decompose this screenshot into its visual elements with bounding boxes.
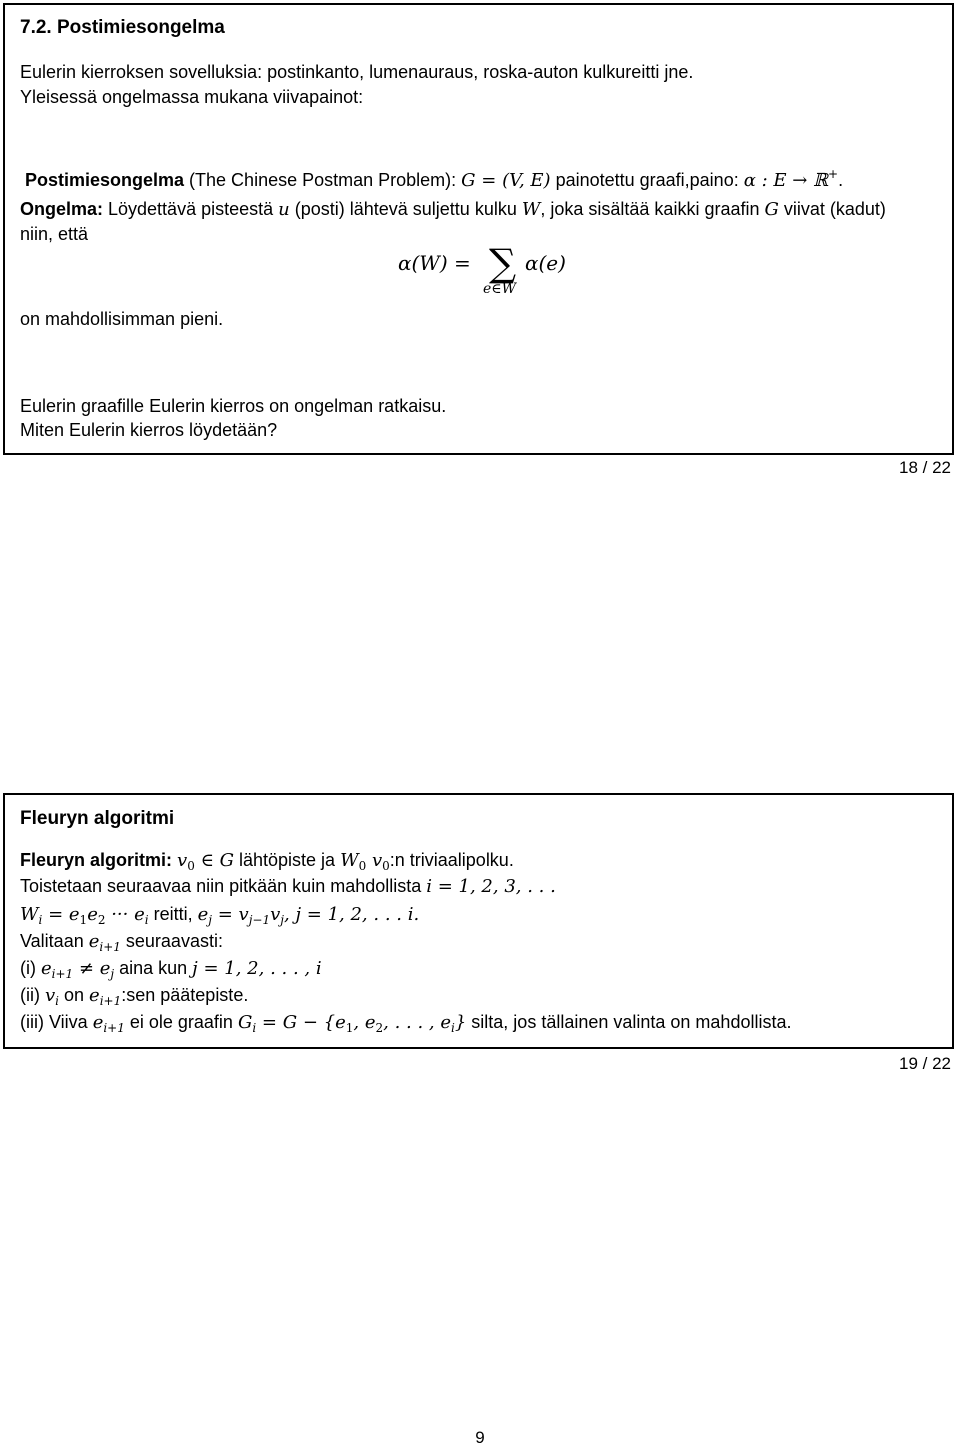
subscript: j bbox=[110, 967, 115, 981]
subscript: 2 bbox=[97, 913, 106, 927]
problem-text-2: (posti) lähtevä suljettu kulku bbox=[289, 199, 522, 219]
math: e bbox=[88, 931, 100, 952]
math: , . . . , e bbox=[383, 1012, 451, 1033]
math: e bbox=[41, 958, 52, 979]
math: = e bbox=[42, 904, 80, 925]
text: (ii) bbox=[20, 985, 45, 1005]
definition-term: Postimiesongelma bbox=[25, 170, 185, 190]
math: W bbox=[340, 850, 359, 871]
sum-formula bbox=[5, 243, 952, 303]
var-u: u bbox=[278, 199, 290, 220]
subscript: i bbox=[38, 913, 43, 927]
subscript: i+1 bbox=[51, 967, 74, 981]
text: seuraavasti: bbox=[120, 931, 223, 951]
math: ∈ G bbox=[194, 850, 234, 871]
subscript: i bbox=[252, 1021, 257, 1035]
slide-fleury bbox=[3, 793, 954, 1049]
var-G: G bbox=[764, 199, 779, 220]
subscript: 0 bbox=[358, 859, 367, 873]
slide-page-number: 19 / 22 bbox=[899, 1054, 951, 1073]
text: reitti, bbox=[148, 904, 198, 924]
math: W bbox=[20, 904, 39, 925]
subscript: i bbox=[55, 994, 60, 1008]
math: } bbox=[454, 1012, 467, 1033]
problem-line bbox=[20, 198, 886, 221]
subscript: i bbox=[144, 913, 149, 927]
problem-text-3: , joka sisältää kaikki graafin bbox=[540, 199, 765, 219]
text: (iii) Viiva bbox=[20, 1012, 93, 1032]
algo-line-6 bbox=[20, 984, 248, 1007]
text: aina kun bbox=[114, 958, 193, 978]
definition-text: (The Chinese Postman Problem): bbox=[184, 170, 462, 190]
math: = v bbox=[212, 904, 249, 925]
subscript: j bbox=[280, 913, 285, 927]
subscript: i+1 bbox=[99, 940, 121, 954]
math: ≠ e bbox=[73, 958, 111, 979]
math: e bbox=[197, 904, 209, 925]
subscript: j bbox=[208, 913, 212, 927]
slide-page-number: 18 / 22 bbox=[899, 458, 951, 477]
slide-title: 7.2. Postimiesongelma bbox=[20, 17, 225, 38]
math: e bbox=[89, 985, 100, 1006]
document-page-number: 9 bbox=[475, 1428, 485, 1447]
problem-text-4: viivat (kadut) bbox=[778, 199, 886, 219]
algo-line-4 bbox=[20, 930, 223, 953]
text: ei ole graafin bbox=[124, 1012, 238, 1032]
math: , j = 1, 2, . . . i. bbox=[284, 904, 420, 925]
math: e bbox=[92, 1012, 104, 1033]
subscript: i bbox=[451, 1021, 455, 1035]
subscript: i+1 bbox=[103, 1021, 125, 1035]
problem-text: Löydettävä pisteestä bbox=[103, 199, 279, 219]
weight-math: α : E → ℝ bbox=[743, 170, 828, 191]
subscript: 2 bbox=[375, 1021, 384, 1035]
math: j = 1, 2, . . . , i bbox=[192, 958, 322, 979]
definition-line bbox=[25, 169, 843, 192]
algo-line-2 bbox=[20, 875, 556, 898]
subscript: 1 bbox=[345, 1021, 354, 1035]
definition-text-2: painotettu graafi,paino: bbox=[550, 170, 744, 190]
algo-line-7 bbox=[20, 1011, 791, 1034]
math: v bbox=[177, 850, 188, 871]
text: Toistetaan seuraavaa niin pitkään kuin mahdollista bbox=[20, 876, 427, 896]
math: v bbox=[45, 985, 56, 1006]
after-formula: on mahdollisimman pieni. bbox=[20, 309, 224, 329]
conclusion-line-1: Eulerin graafille Eulerin kierros on ongelman ratkaisu. bbox=[20, 396, 447, 416]
var-W: W bbox=[521, 199, 541, 220]
text: :n triviaalipolku. bbox=[389, 850, 514, 870]
graph-math: G = (V, E) bbox=[461, 170, 551, 191]
subscript: 1 bbox=[79, 913, 88, 927]
algo-label: Fleuryn algoritmi: bbox=[20, 850, 173, 870]
text: on bbox=[59, 985, 90, 1005]
conclusion-line-2: Miten Eulerin kierros löydetään? bbox=[20, 420, 278, 440]
text: (i) bbox=[20, 958, 41, 978]
text: :sen päätepiste. bbox=[121, 985, 249, 1005]
text: silta, jos tällainen valinta on mahdollista. bbox=[466, 1012, 792, 1032]
problem-label: Ongelma: bbox=[20, 199, 104, 219]
text: Valitaan bbox=[20, 931, 89, 951]
algo-line-5 bbox=[20, 957, 322, 980]
subscript: 0 bbox=[187, 859, 195, 873]
slide-title: Fleuryn algoritmi bbox=[20, 808, 175, 829]
sigma-symbol: ∑ bbox=[489, 241, 517, 285]
intro-line-1: Eulerin kierroksen sovelluksia: postinkanto, lumenauraus, roska-auton kulkureitti jne. bbox=[20, 62, 694, 82]
text: lähtöpiste ja bbox=[234, 850, 341, 870]
math: = G − {e bbox=[256, 1012, 346, 1033]
problem-line-2: niin, että bbox=[20, 224, 89, 244]
math: v bbox=[366, 850, 383, 871]
formula-subscript: e∈W bbox=[483, 281, 517, 297]
math: v bbox=[270, 904, 281, 925]
algo-line-1 bbox=[20, 849, 514, 872]
math: i = 1, 2, 3, . . . bbox=[426, 876, 556, 897]
period: . bbox=[838, 170, 844, 190]
subscript: j−1 bbox=[248, 913, 271, 927]
formula-rhs: α(e) bbox=[525, 251, 566, 275]
math: e bbox=[87, 904, 98, 925]
algo-line-3 bbox=[20, 903, 419, 926]
plus-superscript: + bbox=[828, 167, 839, 181]
math: ··· e bbox=[105, 904, 145, 925]
intro-line-2: Yleisessä ongelmassa mukana viivapainot: bbox=[20, 87, 364, 107]
formula-lhs: α(W) = bbox=[398, 251, 471, 275]
math: , e bbox=[353, 1012, 376, 1033]
slide-postimiesongelma bbox=[3, 3, 954, 455]
subscript: i+1 bbox=[99, 994, 122, 1008]
math: G bbox=[237, 1012, 253, 1033]
subscript: 0 bbox=[382, 859, 390, 873]
